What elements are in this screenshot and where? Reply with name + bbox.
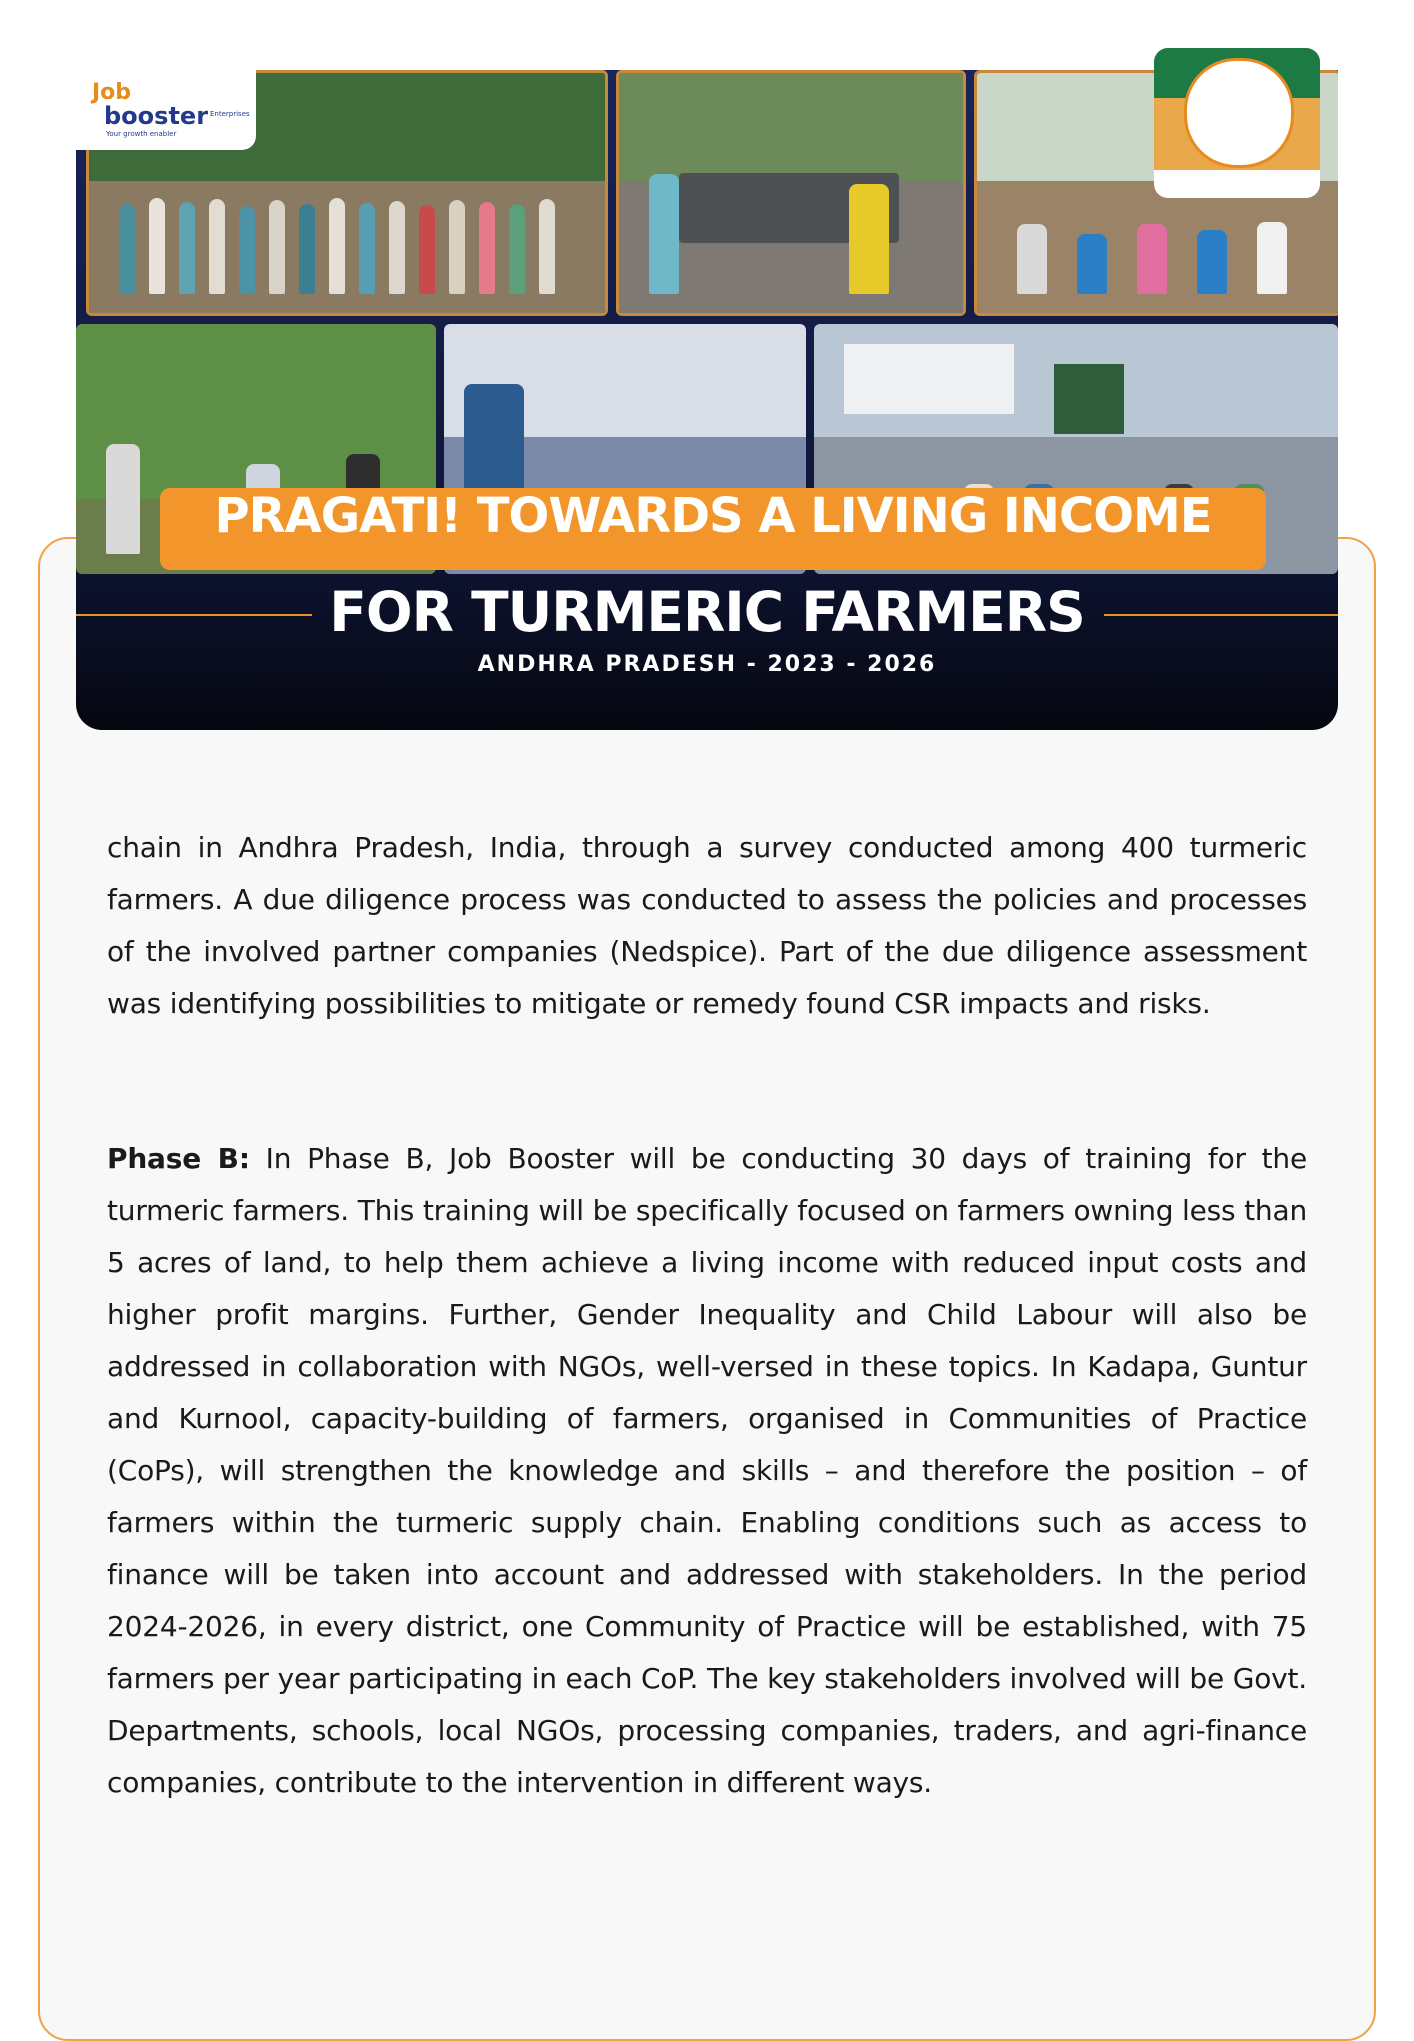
field-meeting-photo <box>616 70 966 316</box>
paragraph-phase-b <box>107 1133 1307 1809</box>
phase-b-body: In Phase B, Job Booster will be conducting 30 days of training for the turmeric farmers. This training will be specifically focused on farmers owning less than 5 acres of land, to help them achieve a living income with reduced input costs and higher profit margins. Further, Gender Inequality and Child Labour will also be addressed in collaboration with NGOs, well-versed in these topics. In Kadapa, Guntur and Kurnool, capacity-building of farmers, organised in Communities of Practice (CoPs), will strengthen the knowledge and skills – and therefore the position – of farmers within the turmeric supply chain. Enabling conditions such as access to finance will be taken into account and addressed with stakeholders. In the period 2024-2026, in every district, one Community of Practice will be established, with 75 farmers per year participating in each CoP. The key stakeholders involved will be Govt. Departments, schools, local NGOs, processing companies, traders, and agri-finance companies, contribute to the intervention in different ways. <box>107 1142 1307 1799</box>
headline-line2: FOR TURMERIC FARMERS <box>329 580 1085 644</box>
divider-right <box>1104 614 1338 616</box>
headline-line1: PRAGATI! TOWARDS A LIVING INCOME <box>214 488 1212 544</box>
job-booster-logo: Job booster Enterprises Your growth enabler <box>76 70 256 150</box>
banner-subheading: ANDHRA PRADESH - 2023 - 2026 <box>477 652 937 677</box>
paragraph-intro: chain in Andhra Pradesh, India, through a survey conducted among 400 turmeric farmers. A due diligence process was conducted to assess the policies and processes of the involved partner companies (Nedspice). Part of the due diligence assessment was identifying possibilities to mitigate or remedy found CSR impacts and risks. <box>107 831 1307 1020</box>
divider-left <box>76 614 312 616</box>
living-income-seal-logo <box>1154 48 1320 198</box>
phase-b-label: Phase B: <box>107 1142 250 1175</box>
